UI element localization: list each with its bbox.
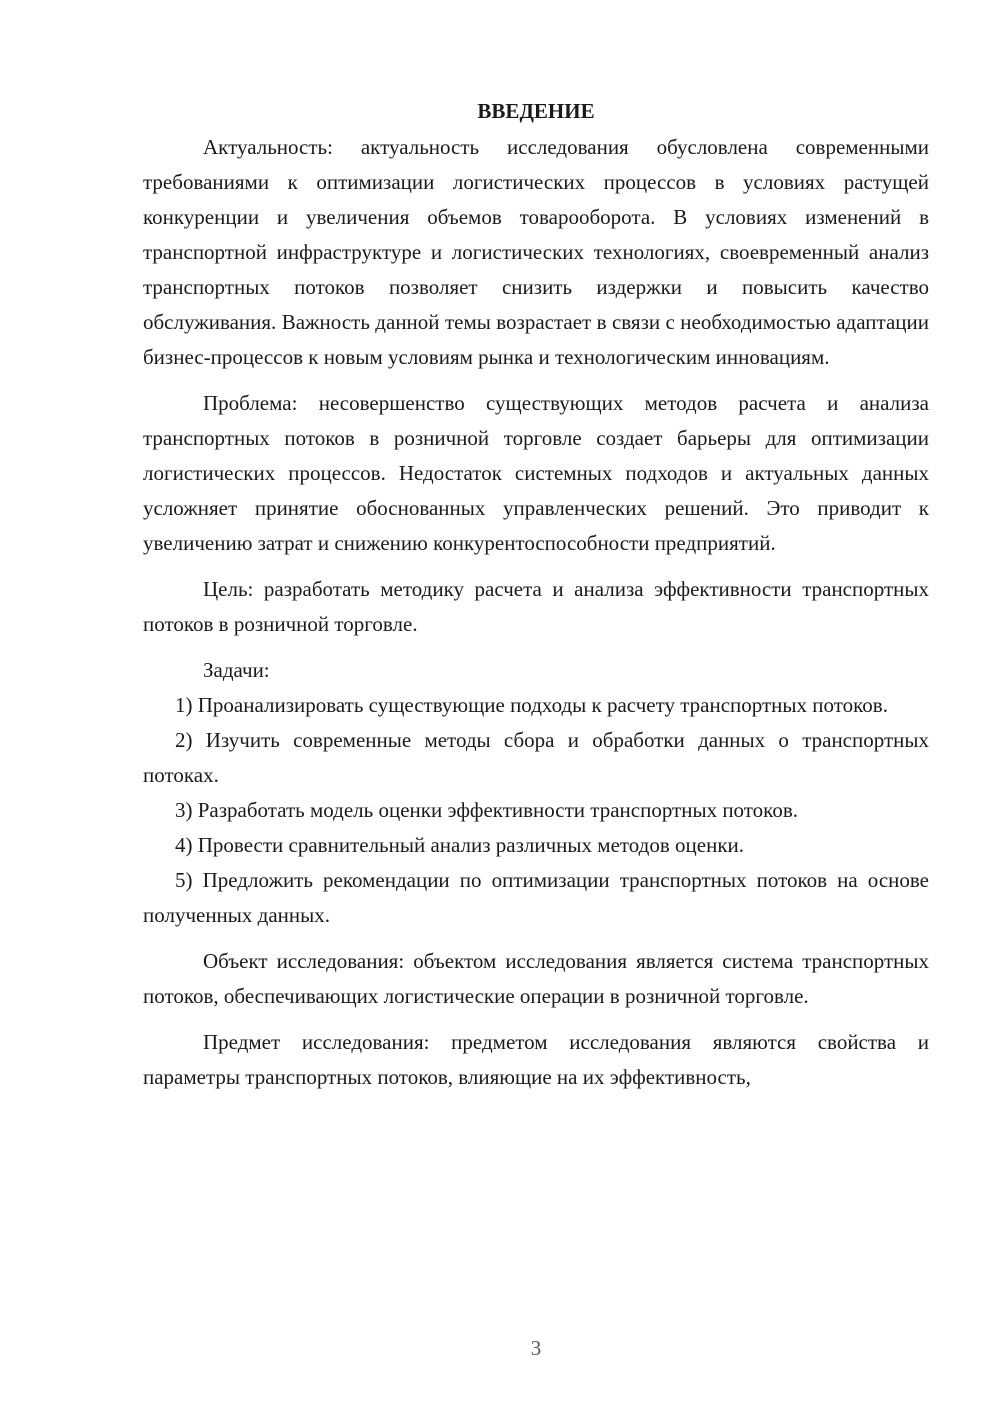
tasks-label: Задачи:	[203, 658, 270, 682]
relevance-paragraph: Актуальность: актуальность исследования обусловлена современными требованиями к оптимизации логистических процессов в условиях растущей конкуренции и увеличения объемов товарооборота. В условиях изменений в транспортной инфраструктуре и логистических технологиях, своевременный анализ транспортных потоков позволяет снизить издержки и повысить качество обслуживания. Важность данной темы возрастает в связи с необходимостью адаптации бизнес-процессов к новым условиям рынка и технологическим инновациям.	[143, 135, 929, 369]
task-item-3: 3) Разработать модель оценки эффективности транспортных потоков.	[175, 798, 798, 822]
page-number: 3	[530, 1336, 542, 1360]
subject-paragraph: Предмет исследования: предметом исследования являются свойства и параметры транспортных потоков, влияющие на их эффективность,	[143, 1030, 929, 1089]
task-item-4: 4) Провести сравнительный анализ различных методов оценки.	[175, 833, 745, 857]
object-paragraph: Объект исследования: объектом исследования является система транспортных потоков, обеспечивающих логистические операции в розничной торговле.	[143, 949, 929, 1008]
section-heading: ВВЕДЕНИЕ	[477, 99, 595, 123]
task-item-5: 5) Предложить рекомендации по оптимизации транспортных потоков на основе полученных данных.	[143, 868, 929, 927]
goal-paragraph: Цель: разработать методику расчета и анализа эффективности транспортных потоков в розничной торговле.	[143, 577, 929, 636]
problem-paragraph: Проблема: несовершенство существующих методов расчета и анализа транспортных потоков в розничной торговле создает барьеры для оптимизации логистических процессов. Недостаток системных подходов и актуальных данных усложняет принятие обоснованных управленческих решений. Это приводит к увеличению затрат и снижению конкурентоспособности предприятий.	[143, 391, 929, 555]
task-item-2: 2) Изучить современные методы сбора и обработки данных о транспортных потоках.	[143, 728, 929, 787]
task-item-1: 1) Проанализировать существующие подходы к расчету транспортных потоков.	[175, 693, 888, 717]
page-content	[143, 96, 929, 1095]
